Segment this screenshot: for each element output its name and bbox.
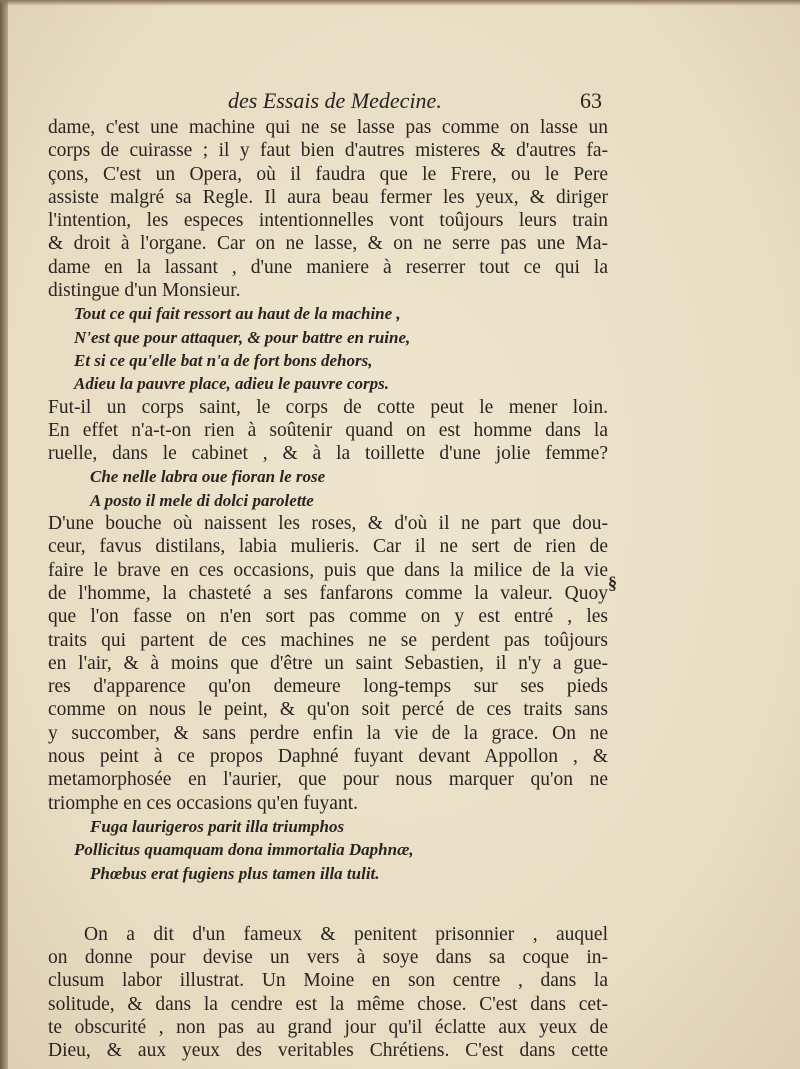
page-number: 63	[580, 88, 602, 113]
body-text	[48, 116, 608, 1063]
verse-line: Tout ce qui fait ressort au haut de la machine ,	[74, 304, 401, 324]
text-line: nous peint à ce propos Daphné fuyant devant Appollon , &	[48, 746, 608, 768]
verse-line: N'est que pour attaquer, & pour battre en ruine,	[74, 327, 411, 347]
text-line: que l'on fasse on n'en sort pas comme on y est entré , les	[48, 606, 608, 628]
text-line: faire le brave en ces occasions, puis que dans la milice de la vie	[48, 559, 608, 581]
text-line: çons, C'est un Opera, où il faudra que le Frere, ou le Pere	[48, 163, 608, 185]
page-top-edge	[0, 0, 800, 6]
text-line: res d'apparence qu'on demeure long-temps sur ses pieds	[48, 676, 608, 698]
text-line: on donne pour devise un vers à soye dans sa coque in-	[48, 947, 608, 969]
text-line: metamorphosée en l'aurier, que pour nous marquer qu'on ne	[48, 769, 608, 791]
text-line: y succomber, & sans perdre enfin la vie de la grace. On ne	[48, 722, 608, 744]
verse-line: Adieu la pauvre place, adieu le pauvre corps.	[74, 374, 389, 394]
text-line: clusum labor illustrat. Un Moine en son centre , dans la	[48, 970, 608, 992]
text-line: & droit à l'organe. Car on ne lasse, & on ne serre pas une Ma-	[48, 233, 608, 255]
text-line: distingue d'un Monsieur.	[48, 280, 241, 302]
text-line: traits qui partent de ces machines ne se perdent pas toûjours	[48, 629, 608, 651]
book-spine-shadow	[0, 0, 8, 1069]
text-line: assiste malgré sa Regle. Il aura beau fermer les yeux, & diriger	[48, 186, 608, 208]
text-line: En effet n'a-t-on rien à soûtenir quand on est homme dans la	[48, 419, 608, 441]
text-line: comme on nous le peint, & qu'on soit percé de ces traits sans	[48, 699, 608, 721]
text-line: te obscurité , non pas au grand jour qu'il éclatte aux yeux de	[48, 1016, 608, 1038]
text-line: D'une bouche où naissent les roses, & d'où il ne part que dou-	[48, 513, 608, 535]
text-line: ruelle, dans le cabinet , & à la toillette d'une jolie femme?	[48, 443, 608, 465]
verse-line: Fuga laurigeros parit illa triumphos	[90, 816, 345, 836]
verse-line: Phœbus erat fugiens plus tamen illa tulit.	[90, 863, 380, 883]
text-line: triomphe en ces occasions qu'en fuyant.	[48, 792, 359, 814]
verse-line: Che nelle labra oue fioran le rose	[90, 467, 326, 487]
text-line: dame en la lassant , d'une maniere à reserrer tout ce qui la	[48, 256, 608, 278]
verse-line: Et si ce qu'elle bat n'a de fort bons dehors,	[74, 350, 373, 370]
text-line: solitude, & dans la cendre est la même chose. C'est dans cet-	[48, 993, 608, 1015]
running-title: des Essais de Medecine.	[228, 88, 442, 113]
margin-mark: §	[608, 573, 617, 593]
text-line: corps de cuirasse ; il y faut bien d'autres misteres & d'autres fa-	[48, 140, 608, 162]
verse-line: A posto il mele di dolci parolette	[90, 490, 314, 510]
text-line: ceur, favus distilans, labia mulieris. Car il ne sert de rien de	[48, 536, 608, 558]
text-line: dame, c'est une machine qui ne se lasse pas comme on lasse un	[48, 117, 608, 138]
text-line: On a dit d'un fameux & penitent prisonnier , auquel	[84, 923, 608, 945]
paragraph-gap	[48, 885, 608, 923]
text-line: en l'air, & à moins que d'être un saint Sebastien, il n'y a gue-	[48, 652, 608, 674]
text-line: l'intention, les especes intentionnelles vont toûjours leurs train	[48, 210, 608, 232]
text-line: de l'homme, la chasteté a ses fanfarons comme la valeur. Quoy	[48, 582, 608, 604]
text-line: Fut-il un corps saint, le corps de cotte peut le mener loin.	[48, 396, 608, 418]
running-header	[228, 88, 628, 118]
text-line: Dieu, & aux yeux des veritables Chrétiens. C'est dans cette	[48, 1040, 608, 1062]
verse-line: Pollicitus quamquam dona immortalia Daphnæ,	[74, 840, 414, 860]
